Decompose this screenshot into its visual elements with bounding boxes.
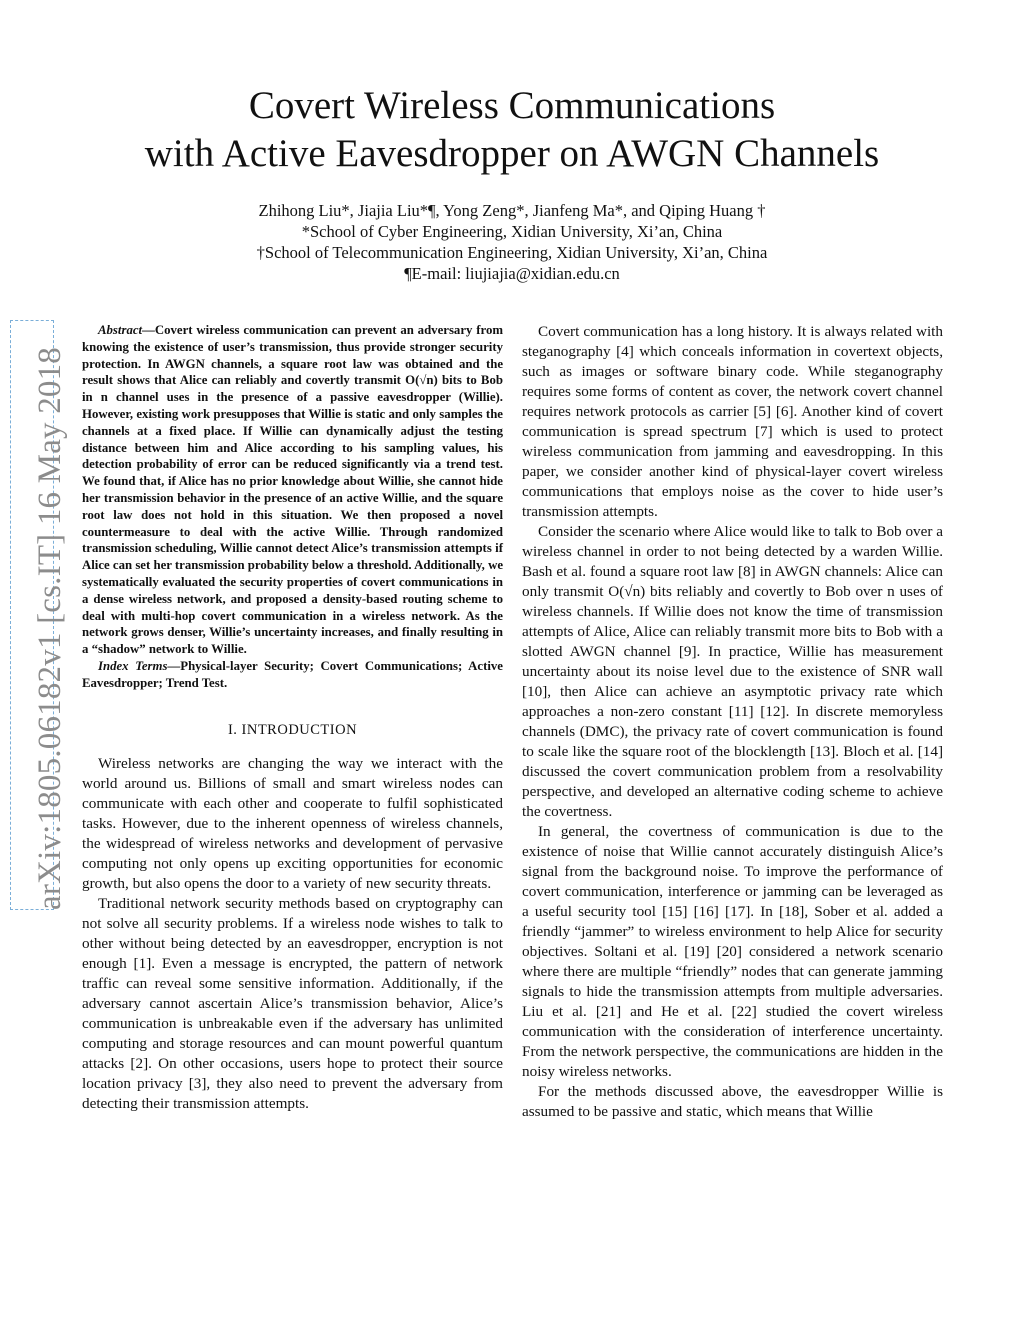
- title-line-1: Covert Wireless Communications: [248, 84, 776, 127]
- left-column: [82, 322, 503, 1114]
- body-paragraph: Wireless networks are changing the way we interact with the world around us. Billions of small and smart wireless nodes can communicate with each other and cooperate to fulfil sophisticated tasks. However, due to the inherent openness of wireless channels, the widespread of wireless networks and development of pervasive computing not only opens up exciting opportunities for economic growth, but also opens the door to a variety of new security threats.: [82, 754, 503, 892]
- body-paragraph: For the methods discussed above, the eavesdropper Willie is assumed to be passive and static, which means that Willie: [522, 1083, 943, 1120]
- abstract-label: Abstract—: [98, 323, 155, 337]
- arxiv-sidebar: [4, 320, 68, 910]
- right-column: [522, 322, 943, 1122]
- author-list: Zhihong Liu*, Jiajia Liu*¶, Yong Zeng*, Jianfeng Ma*, and Qiping Huang †: [258, 201, 766, 220]
- index-terms-label: Index Terms—: [98, 658, 181, 673]
- affiliation-2: †School of Telecommunication Engineering, Xidian University, Xi’an, China: [256, 243, 768, 262]
- paper-title: [60, 82, 964, 178]
- section-heading: I. INTRODUCTION: [227, 721, 358, 738]
- arxiv-identifier[interactable]: arXiv:1805.06182v1 [cs.IT] 16 May 2018: [32, 346, 68, 910]
- author-block: [60, 200, 964, 284]
- abstract-text: Covert wireless communication can prevent an adversary from knowing the existence of user’s transmission, thus provide stronger security protection. In AWGN channels, a square root law was obtained and the result shows that Alice can reliably and covertly transmit O(√n) bits to Bob in n channel uses in the presence of a passive eavesdropper (Willie). However, existing work presupposes that Willie is static and only samples the channels at a fixed place. If Willie can dynamically adjust the testing distance between him and Alice according to his sampling values, his detection probability of error can be reduced significantly via a trend test. We found that, if Alice has no prior knowledge about Willie, she cannot hide her transmission behavior in the presence of an active Willie, and the square root law does not hold in this situation. We then proposed a novel countermeasure to deal with the active Willie. Through randomized transmission scheduling, Willie cannot detect Alice’s transmission attempts if Alice can set her transmission probability below a threshold. Additionally, we systematically evaluated the security properties of covert communications in a dense wireless network, and proposed a density-based routing scheme to deal with multi-hop covert communication in a wireless network. As the network grows denser, Willie’s uncertainty increases, and finally resulting in a “shadow” network to Willie.: [82, 323, 503, 657]
- title-line-2: with Active Eavesdropper on AWGN Channels: [144, 132, 880, 175]
- index-terms-text: Physical-layer Security; Covert Communications; Active Eavesdropper; Trend Test.: [82, 658, 503, 690]
- affiliation-1: *School of Cyber Engineering, Xidian University, Xi’an, China: [301, 222, 723, 241]
- contact-email[interactable]: ¶E-mail: liujiajia@xidian.edu.cn: [404, 264, 620, 283]
- body-paragraph: In general, the covertness of communication is due to the existence of noise that Willie cannot accurately distinguish Alice’s signal from the background noise. To improve the performance of covert communication, interference or jamming can be leveraged as a useful security tool [15] [16] [17]. In [18], Sober et al. added a friendly “jammer” to wireless environment to help Alice for security objectives. Soltani et al. [19] [20] considered a network scenario where there are multiple “friendly” nodes that can generate jamming signals to hide the transmission attempts from multiple adversaries. Liu et al. [21] and He et al. [22] studied the covert wireless communication with the consideration of interference uncertainty. From the network perspective, the communications are hidden in the noisy wireless networks.: [522, 823, 943, 1080]
- body-paragraph: Covert communication has a long history. It is always related with steganography [4] which conceals information in covertext objects, such as images or software binary code. While steganography requires some forms of content as cover, the network covert channel requires network protocols as carrier [5] [6]. Another kind of covert communication is spread spectrum [7] which is used to protect wireless communication from jamming and eavesdropping. In this paper, we consider another kind of physical-layer covert wireless communications that employs noise as the cover to hide user’s transmission attempts.: [522, 323, 943, 520]
- body-paragraph: Consider the scenario where Alice would like to talk to Bob over a wireless channel in order to not being detected by a warden Willie. Bash et al. found a square root law [8] in AWGN channels: Alice can only transmit O(√n) bits reliably and covertly to Bob over n uses of wireless channels. If Willie does not know the time of transmission attempts of Alice, Alice can reliably transmit more bits to Bob with a slotted AWGN channel [9]. In practice, Willie has measurement uncertainty about its noise level due to the existence of SNR wall [10], then Alice can achieve an asymptotic privacy rate which approaches a non-zero constant [11] [12]. In discrete memoryless channels (DMC), the privacy rate of covert communication is found to scale like the square root of the blocklength [13]. Bloch et al. [14] discussed the covert communication problem from a resolvability perspective, and developed an alternative coding scheme to achieve the covertness.: [522, 523, 943, 820]
- abstract: [82, 322, 503, 692]
- body-paragraph: Traditional network security methods based on cryptography can not solve all security problems. If a wireless node wishes to talk to other without being detected by an eavesdropper, encryption is not enough [1]. Even a message is encrypted, the pattern of network traffic can reveal some sensitive information. Additionally, if the adversary cannot ascertain Alice’s transmission behavior, Alice’s communication is unbreakable even if the adversary has unlimited computing and storage resources and can mount powerful quantum attacks [2]. On other occasions, users hope to protect their source location privacy [3], they also need to prevent the adversary from detecting their transmission attempts.: [82, 894, 503, 1112]
